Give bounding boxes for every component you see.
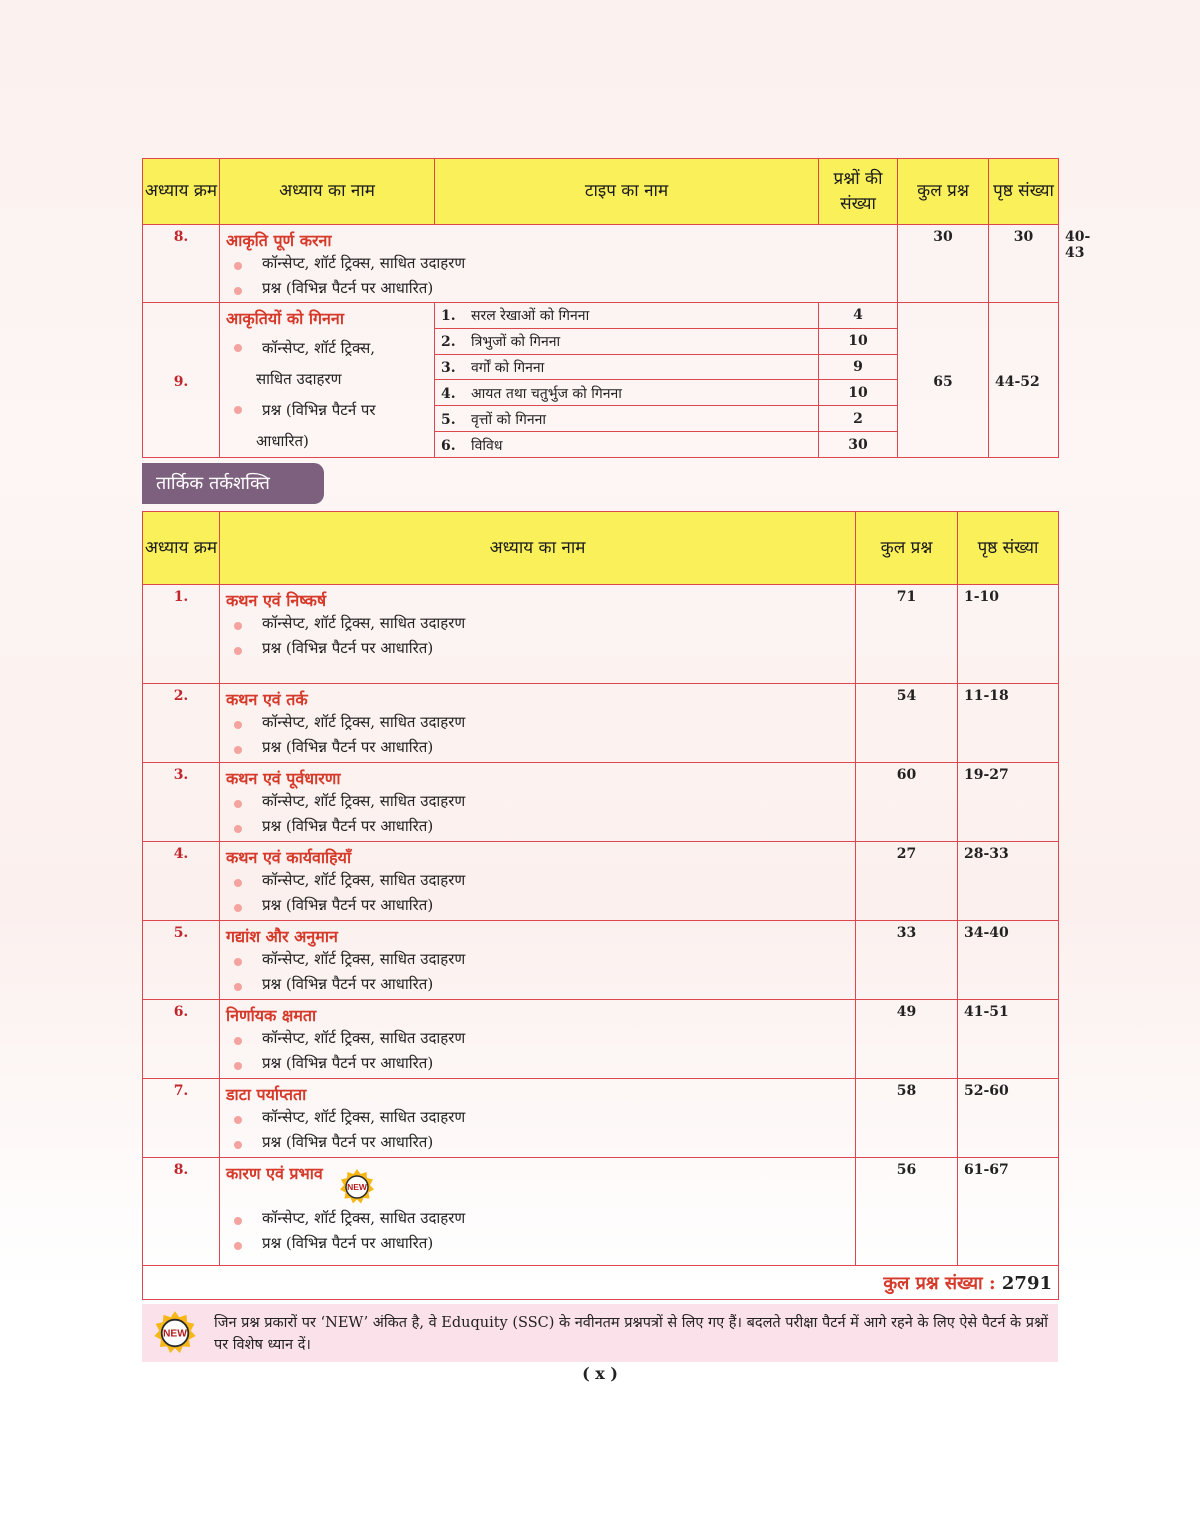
chapter-number: 4. (143, 842, 220, 921)
chapter-cell (220, 842, 856, 921)
table-row (143, 684, 1059, 763)
header-chapter-name: अध्याय का नाम (220, 512, 856, 585)
chapter-table-2 (142, 511, 1059, 1300)
chapter-cell (220, 585, 856, 684)
header-question-count: प्रश्नों की संख्या (819, 159, 898, 225)
chapter-title: गद्यांश और अनुमान (226, 927, 338, 946)
table-row: 8. आकृति पूर्ण करना कॉन्सेप्ट, शॉर्ट ट्रिक्स, साधित उदाहरण प्रश्न (विभिन्न पैटर्न पर आधारित) 30 30 40-43 (143, 225, 1059, 303)
type-count: 2 (819, 406, 898, 432)
total-questions: 33 (856, 921, 958, 1000)
page-range: 61-67 (958, 1158, 1059, 1266)
chapter-title: कथन एवं तर्क (226, 690, 308, 709)
page-number: ( x ) (582, 1364, 618, 1383)
grand-total (143, 1266, 1059, 1300)
table-row (143, 303, 1059, 329)
table-row (143, 1079, 1059, 1158)
chapter-title: आकृति पूर्ण करना (226, 231, 332, 250)
chapter-title: डाटा पर्याप्तता (226, 1085, 307, 1104)
new-note-box (142, 1304, 1058, 1362)
chapter-number: 7. (143, 1079, 220, 1158)
total-questions: 60 (856, 763, 958, 842)
bullet-concept: कॉन्सेप्ट, शॉर्ट ट्रिक्स, साधित उदाहरण (226, 1206, 849, 1231)
table-header (143, 159, 1059, 225)
svg-text:NEW: NEW (163, 1328, 187, 1340)
bullet-concept: कॉन्सेप्ट, शॉर्ट ट्रिक्स, साधित उदाहरण (226, 1026, 849, 1051)
total-questions: 56 (856, 1158, 958, 1266)
chapter-cell (220, 684, 856, 763)
header-chapter-name: अध्याय का नाम (220, 159, 435, 225)
chapter-cell (220, 1079, 856, 1158)
header-chapter-number: अध्याय क्रम (143, 512, 220, 585)
type-count: 4 (819, 303, 898, 329)
table-row (143, 921, 1059, 1000)
chapter-title: निर्णायक क्षमता (226, 1006, 317, 1025)
bullet-concept: कॉन्सेप्ट, शॉर्ट ट्रिक्स, साधित उदाहरण (226, 868, 849, 893)
new-badge-icon (338, 1168, 376, 1210)
bullet-questions: प्रश्न (विभिन्न पैटर्न पर आधारित) (226, 893, 849, 918)
total-questions: 30 (989, 225, 1059, 303)
chapter-number: 5. (143, 921, 220, 1000)
chapter-cell (220, 921, 856, 1000)
total-questions: 58 (856, 1079, 958, 1158)
header-total-questions: कुल प्रश्न (856, 512, 958, 585)
type-count: 30 (819, 432, 898, 458)
chapter-number: 1. (143, 585, 220, 684)
note-text: जिन प्रश्न प्रकारों पर ‘NEW’ अंकित है, वे Eduquity (SSC) के नवीनतम प्रश्नपत्रों से लिए गए हैं। बदलते परीक्षा पैटर्न में आगे रहने के लिए ऐसे पैटर्न के प्रश्नों पर विशेष ध्यान दें। (214, 1315, 1048, 1353)
page-range: 11-18 (958, 684, 1059, 763)
total-questions: 71 (856, 585, 958, 684)
table-row (143, 763, 1059, 842)
chapter-number: 3. (143, 763, 220, 842)
chapter-cell (220, 763, 856, 842)
bullet-concept: कॉन्सेप्ट, शॉर्ट ट्रिक्स, साधित उदाहरण (226, 710, 849, 735)
type-item: 2. त्रिभुजों को गिनना (435, 328, 819, 354)
bullet-questions: प्रश्न (विभिन्न पैटर्न पर आधारित) (226, 735, 849, 760)
chapter-table-1 (142, 158, 1091, 458)
grand-total-value: 2791 (1001, 1272, 1052, 1294)
chapter-title-line (226, 1162, 849, 1206)
total-questions: 54 (856, 684, 958, 763)
chapter-title: कथन एवं निष्कर्ष (226, 591, 327, 610)
svg-text:NEW: NEW (347, 1182, 367, 1192)
bullet-questions: प्रश्न (विभिन्न पैटर्न पर आधारित) (226, 276, 891, 301)
type-item: 4. आयत तथा चतुर्भुज को गिनना (435, 380, 819, 406)
chapter-number: 2. (143, 684, 220, 763)
page-range: 41-51 (958, 1000, 1059, 1079)
total-questions: 65 (898, 303, 989, 458)
page-range: 28-33 (958, 842, 1059, 921)
bullet-list (226, 333, 428, 457)
new-badge-icon (152, 1310, 198, 1360)
bullet-concept: कॉन्सेप्ट, शॉर्ट ट्रिक्स, साधित उदाहरण (226, 251, 891, 276)
type-item: 1. सरल रेखाओं को गिनना (435, 303, 819, 329)
grand-total-row (143, 1266, 1059, 1300)
total-questions: 49 (856, 1000, 958, 1079)
chapter-cell (220, 1000, 856, 1079)
header-type-name: टाइप का नाम (435, 159, 819, 225)
type-item: 5. वृत्तों को गिनना (435, 406, 819, 432)
header-page-number: पृष्ठ संख्या (989, 159, 1059, 225)
grand-total-label: कुल प्रश्न संख्या : (883, 1272, 996, 1294)
chapter-title: आकृतियों को गिनना (226, 309, 344, 328)
header-chapter-number: अध्याय क्रम (143, 159, 220, 225)
bullet-questions: प्रश्न (विभिन्न पैटर्न पर आधारित) (226, 972, 849, 997)
section-title: तार्किक तर्कशक्ति (142, 463, 324, 504)
bullet-concept: कॉन्सेप्ट, शॉर्ट ट्रिक्स, (226, 333, 428, 364)
bullet-questions: प्रश्न (विभिन्न पैटर्न पर आधारित) (226, 814, 849, 839)
page-range: 1-10 (958, 585, 1059, 684)
chapter-title: कारण एवं प्रभाव (226, 1164, 323, 1183)
bullet-questions: प्रश्न (विभिन्न पैटर्न पर आधारित) (226, 636, 849, 661)
type-count: 10 (819, 380, 898, 406)
type-count: 10 (819, 328, 898, 354)
chapter-number: 8. (143, 1158, 220, 1266)
type-count: 9 (819, 354, 898, 380)
chapter-cell (220, 225, 898, 303)
header-page-number: पृष्ठ संख्या (958, 512, 1059, 585)
bullet-questions: प्रश्न (विभिन्न पैटर्न पर आधारित) (226, 1051, 849, 1076)
chapter-cell (220, 303, 435, 458)
table-row (143, 842, 1059, 921)
bullet-concept: कॉन्सेप्ट, शॉर्ट ट्रिक्स, साधित उदाहरण (226, 947, 849, 972)
total-questions: 27 (856, 842, 958, 921)
table-row (143, 585, 1059, 684)
type-item: 6. विविध (435, 432, 819, 458)
page-range: 19-27 (958, 763, 1059, 842)
page-range: 52-60 (958, 1079, 1059, 1158)
chapter-cell (220, 1158, 856, 1266)
table-row (143, 1000, 1059, 1079)
question-count: 30 (898, 225, 989, 303)
table-header (143, 512, 1059, 585)
bullet-concept: कॉन्सेप्ट, शॉर्ट ट्रिक्स, साधित उदाहरण (226, 789, 849, 814)
bullet-questions: प्रश्न (विभिन्न पैटर्न पर (226, 395, 428, 426)
bullet-concept-cont: साधित उदाहरण (256, 370, 342, 388)
header-total-questions: कुल प्रश्न (898, 159, 989, 225)
chapter-title: कथन एवं कार्यवाहियाँ (226, 848, 352, 867)
chapter-title: कथन एवं पूर्वधारणा (226, 769, 341, 788)
bullet-concept: कॉन्सेप्ट, शॉर्ट ट्रिक्स, साधित उदाहरण (226, 611, 849, 636)
bullet-questions: प्रश्न (विभिन्न पैटर्न पर आधारित) (226, 1130, 849, 1155)
page-range: 44-52 (989, 303, 1059, 458)
page-range: 34-40 (958, 921, 1059, 1000)
chapter-number: 9. (143, 303, 220, 458)
bullet-questions: प्रश्न (विभिन्न पैटर्न पर आधारित) (226, 1231, 849, 1256)
chapter-number: 6. (143, 1000, 220, 1079)
table-row (143, 1158, 1059, 1266)
chapter-number: 8. (143, 225, 220, 303)
bullet-concept: कॉन्सेप्ट, शॉर्ट ट्रिक्स, साधित उदाहरण (226, 1105, 849, 1130)
bullet-questions-cont: आधारित) (256, 432, 309, 450)
type-item: 3. वर्गों को गिनना (435, 354, 819, 380)
